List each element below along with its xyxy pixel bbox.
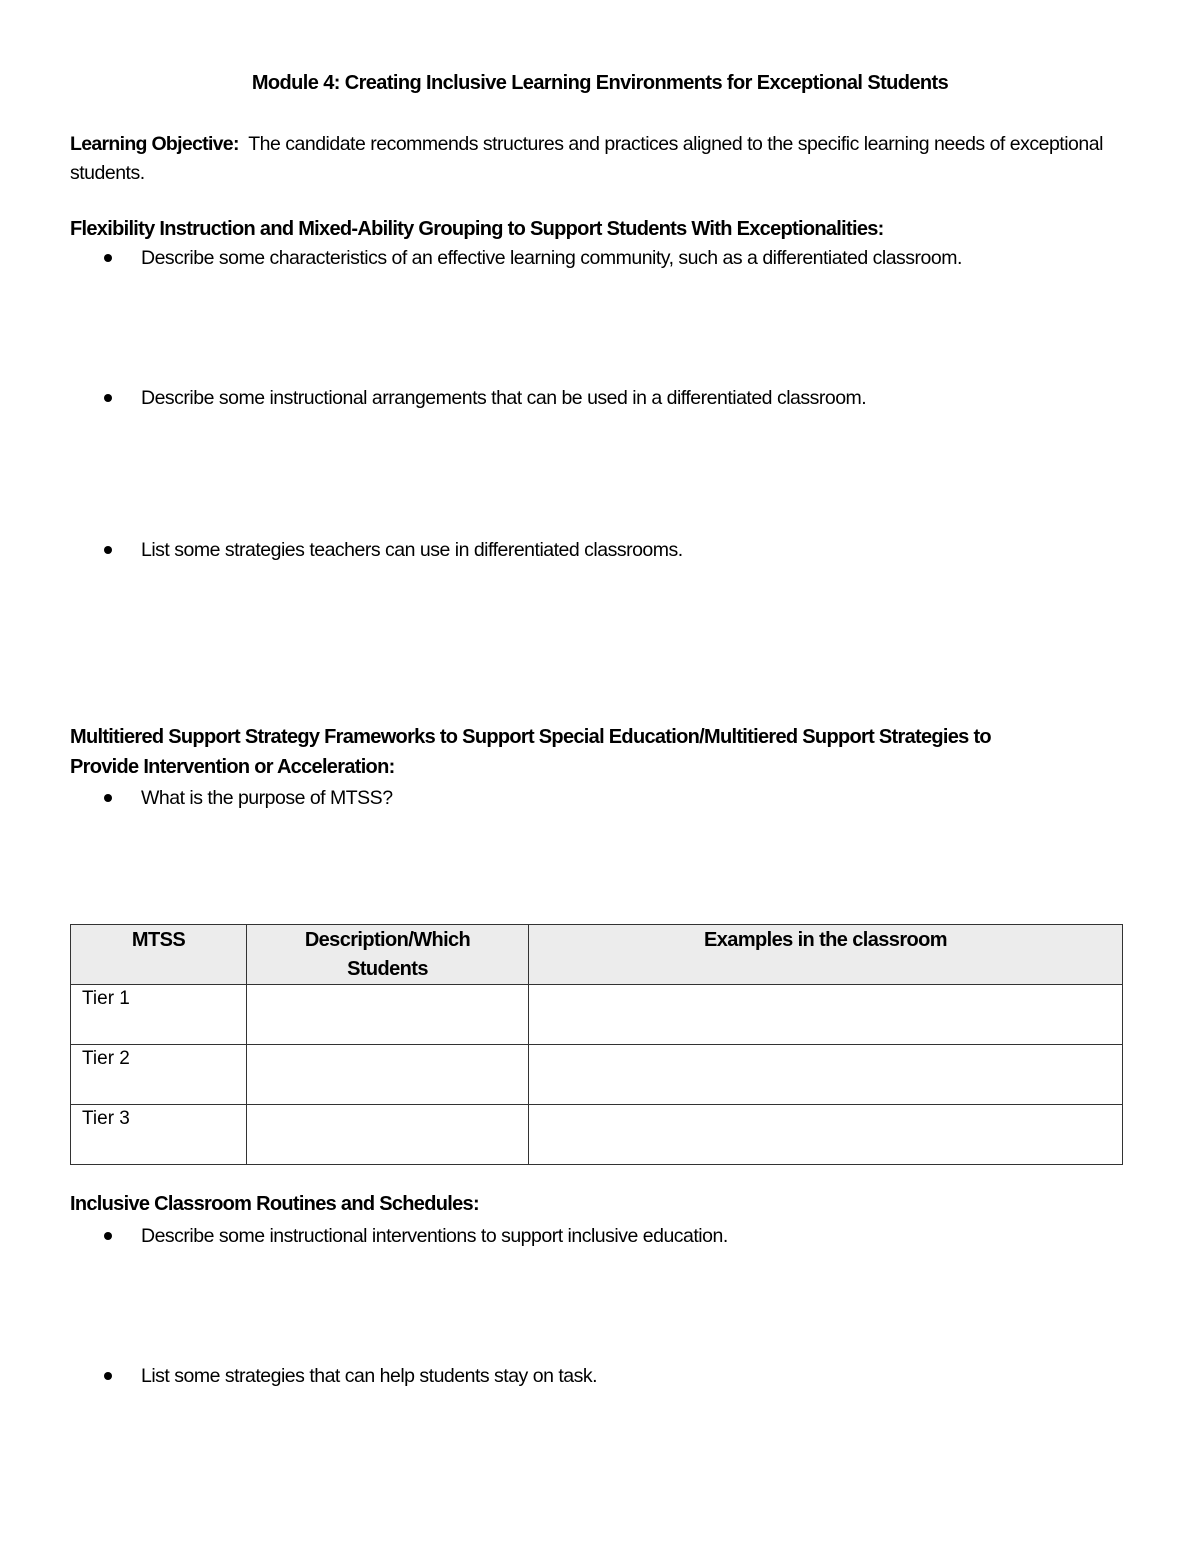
section-heading-mtss-line1: Multitiered Support Strategy Frameworks to Support Special Education/Multitiered Support Strategies to: [70, 726, 991, 748]
section-heading-flexibility: Flexibility Instruction and Mixed-Ability Grouping to Support Students With Exceptionalities:: [70, 218, 884, 240]
page-title: Module 4: Creating Inclusive Learning Environments for Exceptional Students: [251, 72, 949, 94]
question-1: Describe some characteristics of an effective learning community, such as a differentiated classroom.: [141, 247, 962, 269]
learning-objective-label: Learning Objective:: [70, 133, 239, 155]
header-description-label: Description/Which Students: [304, 929, 471, 980]
description-cell[interactable]: [247, 1105, 529, 1165]
learning-objective: [70, 130, 1130, 188]
tier-label: Tier 1: [71, 985, 247, 1045]
bullet-icon: [104, 254, 112, 262]
bullet-icon: [104, 1372, 112, 1380]
table-row: [71, 1105, 1123, 1165]
question-6: List some strategies that can help students stay on task.: [141, 1365, 598, 1387]
description-cell[interactable]: [247, 985, 529, 1045]
examples-cell[interactable]: [529, 985, 1123, 1045]
question-3: List some strategies teachers can use in differentiated classrooms.: [141, 539, 683, 561]
header-mtss: MTSS: [71, 925, 247, 985]
question-4: What is the purpose of MTSS?: [141, 787, 393, 809]
examples-cell[interactable]: [529, 1105, 1123, 1165]
bullet-icon: [104, 394, 112, 402]
question-5: Describe some instructional interventions to support inclusive education.: [141, 1225, 728, 1247]
description-cell[interactable]: [247, 1045, 529, 1105]
table-row: [71, 1045, 1123, 1105]
tier-label: Tier 2: [71, 1045, 247, 1105]
header-examples: Examples in the classroom: [529, 925, 1123, 985]
bullet-icon: [104, 546, 112, 554]
examples-cell[interactable]: [529, 1045, 1123, 1105]
section-heading-mtss-line2: Provide Intervention or Acceleration:: [70, 756, 395, 778]
question-2: Describe some instructional arrangements that can be used in a differentiated classroom.: [141, 387, 867, 409]
section-heading-routines: Inclusive Classroom Routines and Schedules:: [70, 1193, 479, 1215]
mtss-table: [70, 924, 1123, 1165]
bullet-icon: [104, 1232, 112, 1240]
table-row: [71, 985, 1123, 1045]
tier-label: Tier 3: [71, 1105, 247, 1165]
bullet-icon: [104, 794, 112, 802]
header-description: [247, 925, 529, 985]
table-header-row: [71, 925, 1123, 985]
learning-objective-text: The candidate recommends structures and practices aligned to the specific learning needs of exceptional students.: [70, 133, 1103, 184]
